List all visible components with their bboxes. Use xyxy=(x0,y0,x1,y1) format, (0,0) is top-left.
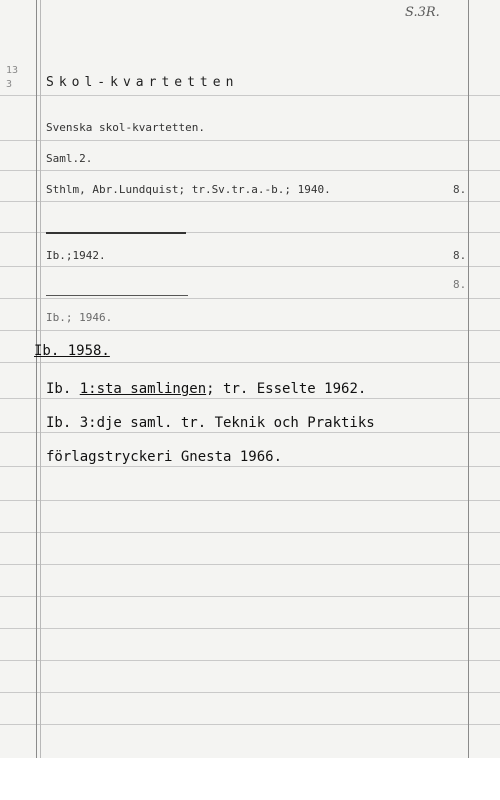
ruled-line xyxy=(0,266,500,267)
edge-number: 8. xyxy=(453,183,467,196)
ruled-line xyxy=(0,596,500,597)
margin-line xyxy=(36,0,37,758)
edge-number: 8. xyxy=(453,249,467,262)
card-heading: Skol-kvartetten xyxy=(46,75,239,90)
ruled-line xyxy=(0,95,500,96)
ruled-line xyxy=(0,500,500,501)
ruled-line xyxy=(0,724,500,725)
entry-line: Ib.; 1946. xyxy=(46,311,113,324)
entry-line: Ib.;1942. xyxy=(46,249,106,262)
separator-dash xyxy=(46,295,188,296)
ruled-line xyxy=(0,628,500,629)
margin-line xyxy=(40,0,41,758)
ruled-line xyxy=(0,532,500,533)
ruled-line xyxy=(0,432,500,433)
ruled-line xyxy=(0,466,500,467)
entry-line xyxy=(46,381,366,397)
entry-line: Ib. 3:dje saml. tr. Teknik och Praktiks xyxy=(46,415,375,431)
entry-line: Svenska skol-kvartetten. xyxy=(46,121,205,134)
right-margin-line xyxy=(468,0,469,758)
entry-line: Sthlm, Abr.Lundquist; tr.Sv.tr.a.-b.; 1940. xyxy=(46,183,331,196)
entry-text: Ib. 1:sta samlingen; tr. Esselte 1962. xyxy=(46,381,367,397)
scan-border xyxy=(0,758,500,800)
ruled-line xyxy=(0,398,500,399)
edge-number: 8. xyxy=(453,278,467,291)
ruled-line xyxy=(0,298,500,299)
ruled-line xyxy=(0,201,500,202)
entry-line: Ib. 1958. xyxy=(34,343,110,359)
ruled-line xyxy=(0,692,500,693)
ruled-line xyxy=(0,362,500,363)
separator-dash xyxy=(46,232,186,234)
ruled-line xyxy=(0,140,500,141)
underlined-text: 1:sta samlingen xyxy=(79,381,207,397)
margin-note: 13 3 xyxy=(6,65,19,90)
shelf-mark: S.3R. xyxy=(405,5,440,20)
ruled-line xyxy=(0,170,500,171)
entry-line: Saml.2. xyxy=(46,152,93,165)
ruled-line xyxy=(0,564,500,565)
ruled-line xyxy=(0,660,500,661)
entry-line: förlagstryckeri Gnesta 1966. xyxy=(46,449,283,465)
ruled-line xyxy=(0,330,500,331)
